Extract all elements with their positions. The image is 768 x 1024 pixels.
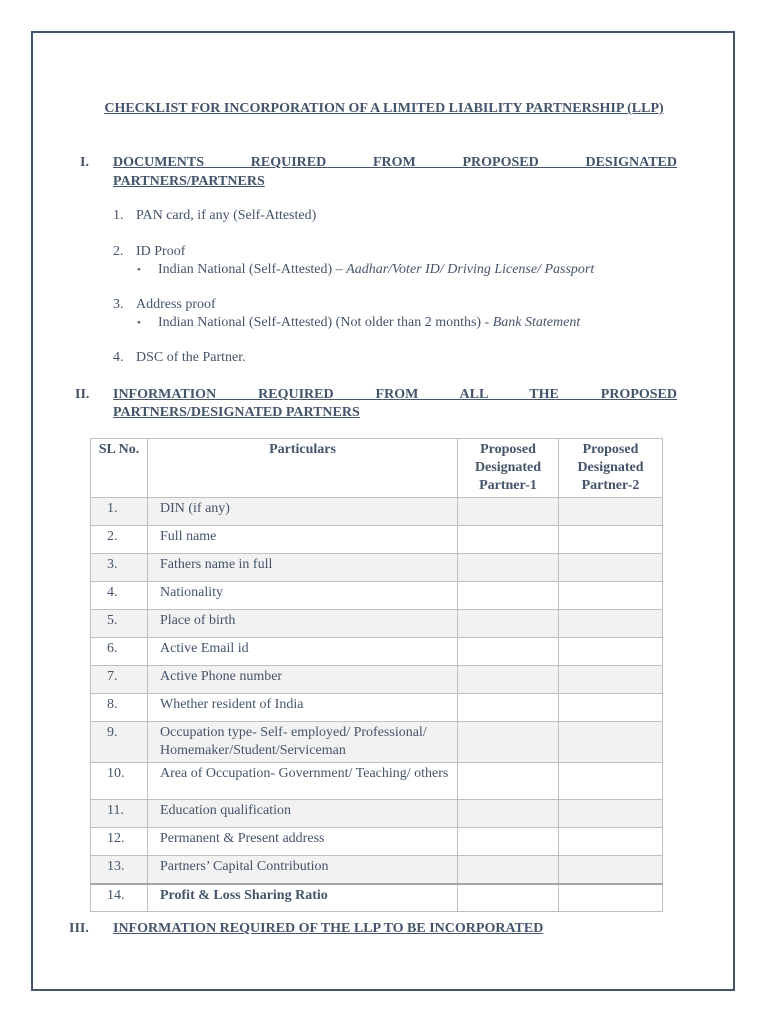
partner-1-cell[interactable] [458, 582, 559, 610]
table-row [91, 763, 663, 800]
doc-item-1-number: 1. [113, 208, 124, 223]
table-row [91, 582, 663, 610]
table-row [91, 610, 663, 638]
row-sl: 14. [91, 884, 148, 912]
row-sl: 10. [91, 763, 148, 800]
partner-1-cell[interactable] [458, 610, 559, 638]
doc-item-2-sub-plain: Indian National (Self-Attested) – [158, 262, 347, 277]
partner-2-cell[interactable] [559, 884, 663, 912]
row-particulars: Education qualification [148, 800, 458, 828]
partner-1-cell[interactable] [458, 800, 559, 828]
header-partner-2: Proposed Designated Partner-2 [559, 439, 663, 498]
doc-item-3-text: Address proof [136, 297, 216, 312]
partner-2-cell[interactable] [559, 638, 663, 666]
section-1-number: I. [80, 155, 89, 170]
partner-2-cell[interactable] [559, 498, 663, 526]
section-1-heading-line1: DOCUMENTS REQUIRED FROM PROPOSED DESIGNATED [113, 155, 677, 170]
partner-2-cell[interactable] [559, 582, 663, 610]
partner-2-cell[interactable] [559, 554, 663, 582]
row-sl: 12. [91, 828, 148, 856]
row-particulars: Profit & Loss Sharing Ratio [148, 884, 458, 912]
row-sl: 3. [91, 554, 148, 582]
bullet-icon: • [137, 317, 141, 329]
row-particulars: Place of birth [148, 610, 458, 638]
doc-item-2-sub-italic: Aadhar/Voter ID/ Driving License/ Passport [346, 262, 595, 277]
row-particulars: Full name [148, 526, 458, 554]
row-sl: 1. [91, 498, 148, 526]
row-sl: 6. [91, 638, 148, 666]
doc-item-2-subitem [158, 261, 594, 279]
row-particulars: Partners’ Capital Contribution [148, 856, 458, 884]
table-row [91, 498, 663, 526]
doc-item-3-sub-plain: Indian National (Self-Attested) (Not older than 2 months) - [158, 315, 493, 330]
table-row [91, 800, 663, 828]
row-sl: 8. [91, 694, 148, 722]
partner-2-cell[interactable] [559, 828, 663, 856]
row-sl: 11. [91, 800, 148, 828]
section-2-heading-line2: PARTNERS/DESIGNATED PARTNERS [113, 405, 360, 420]
partner-2-cell[interactable] [559, 722, 663, 763]
doc-item-2-number: 2. [113, 244, 124, 259]
partner-1-cell[interactable] [458, 856, 559, 884]
header-particulars: Particulars [148, 439, 458, 498]
table-row [91, 666, 663, 694]
partner-1-cell[interactable] [458, 554, 559, 582]
bullet-icon: • [137, 264, 141, 276]
partner-info-table [90, 438, 663, 912]
table-row [91, 694, 663, 722]
partner-1-cell[interactable] [458, 828, 559, 856]
row-particulars: Occupation type- Self- employed/ Professional/ Homemaker/Student/Serviceman [148, 722, 458, 763]
row-sl: 5. [91, 610, 148, 638]
section-1-heading-line2: PARTNERS/PARTNERS [113, 174, 265, 189]
header-partner-1: Proposed Designated Partner-1 [458, 439, 559, 498]
partner-1-cell[interactable] [458, 884, 559, 912]
row-particulars: Active Phone number [148, 666, 458, 694]
row-sl: 2. [91, 526, 148, 554]
table-row [91, 884, 663, 912]
partner-1-cell[interactable] [458, 763, 559, 800]
table-row [91, 554, 663, 582]
partner-1-cell[interactable] [458, 722, 559, 763]
section-2-number: II. [75, 387, 90, 402]
table-row [91, 638, 663, 666]
doc-item-1-text: PAN card, if any (Self-Attested) [136, 208, 317, 223]
table-row [91, 828, 663, 856]
table-row [91, 722, 663, 763]
row-particulars: DIN (if any) [148, 498, 458, 526]
row-particulars: Permanent & Present address [148, 828, 458, 856]
section-3-number: III. [69, 921, 89, 936]
row-particulars: Fathers name in full [148, 554, 458, 582]
doc-item-4-text: DSC of the Partner. [136, 350, 246, 365]
row-particulars: Active Email id [148, 638, 458, 666]
row-sl: 13. [91, 856, 148, 884]
partner-2-cell[interactable] [559, 856, 663, 884]
row-particulars: Nationality [148, 582, 458, 610]
section-2-heading-line1: INFORMATION REQUIRED FROM ALL THE PROPOSED [113, 387, 677, 402]
row-sl: 4. [91, 582, 148, 610]
row-particulars: Area of Occupation- Government/ Teaching/ others [148, 763, 458, 800]
partner-2-cell[interactable] [559, 694, 663, 722]
partner-2-cell[interactable] [559, 526, 663, 554]
partner-1-cell[interactable] [458, 694, 559, 722]
row-sl: 7. [91, 666, 148, 694]
table-row [91, 856, 663, 884]
doc-item-2-text: ID Proof [136, 244, 186, 259]
partner-2-cell[interactable] [559, 763, 663, 800]
partner-1-cell[interactable] [458, 666, 559, 694]
partner-1-cell[interactable] [458, 638, 559, 666]
table-row [91, 526, 663, 554]
partner-2-cell[interactable] [559, 800, 663, 828]
document-title: CHECKLIST FOR INCORPORATION OF A LIMITED LIABILITY PARTNERSHIP (LLP) [104, 101, 664, 116]
partner-1-cell[interactable] [458, 498, 559, 526]
section-3-heading: INFORMATION REQUIRED OF THE LLP TO BE INCORPORATED [113, 921, 544, 936]
doc-item-3-number: 3. [113, 297, 124, 312]
partner-1-cell[interactable] [458, 526, 559, 554]
table-header-row [91, 439, 663, 498]
partner-2-cell[interactable] [559, 610, 663, 638]
header-sl-no: SL No. [91, 439, 148, 498]
doc-item-3-subitem [158, 314, 580, 332]
row-sl: 9. [91, 722, 148, 763]
doc-item-4-number: 4. [113, 350, 124, 365]
partner-2-cell[interactable] [559, 666, 663, 694]
doc-item-3-sub-italic: Bank Statement [492, 315, 581, 330]
row-particulars: Whether resident of India [148, 694, 458, 722]
